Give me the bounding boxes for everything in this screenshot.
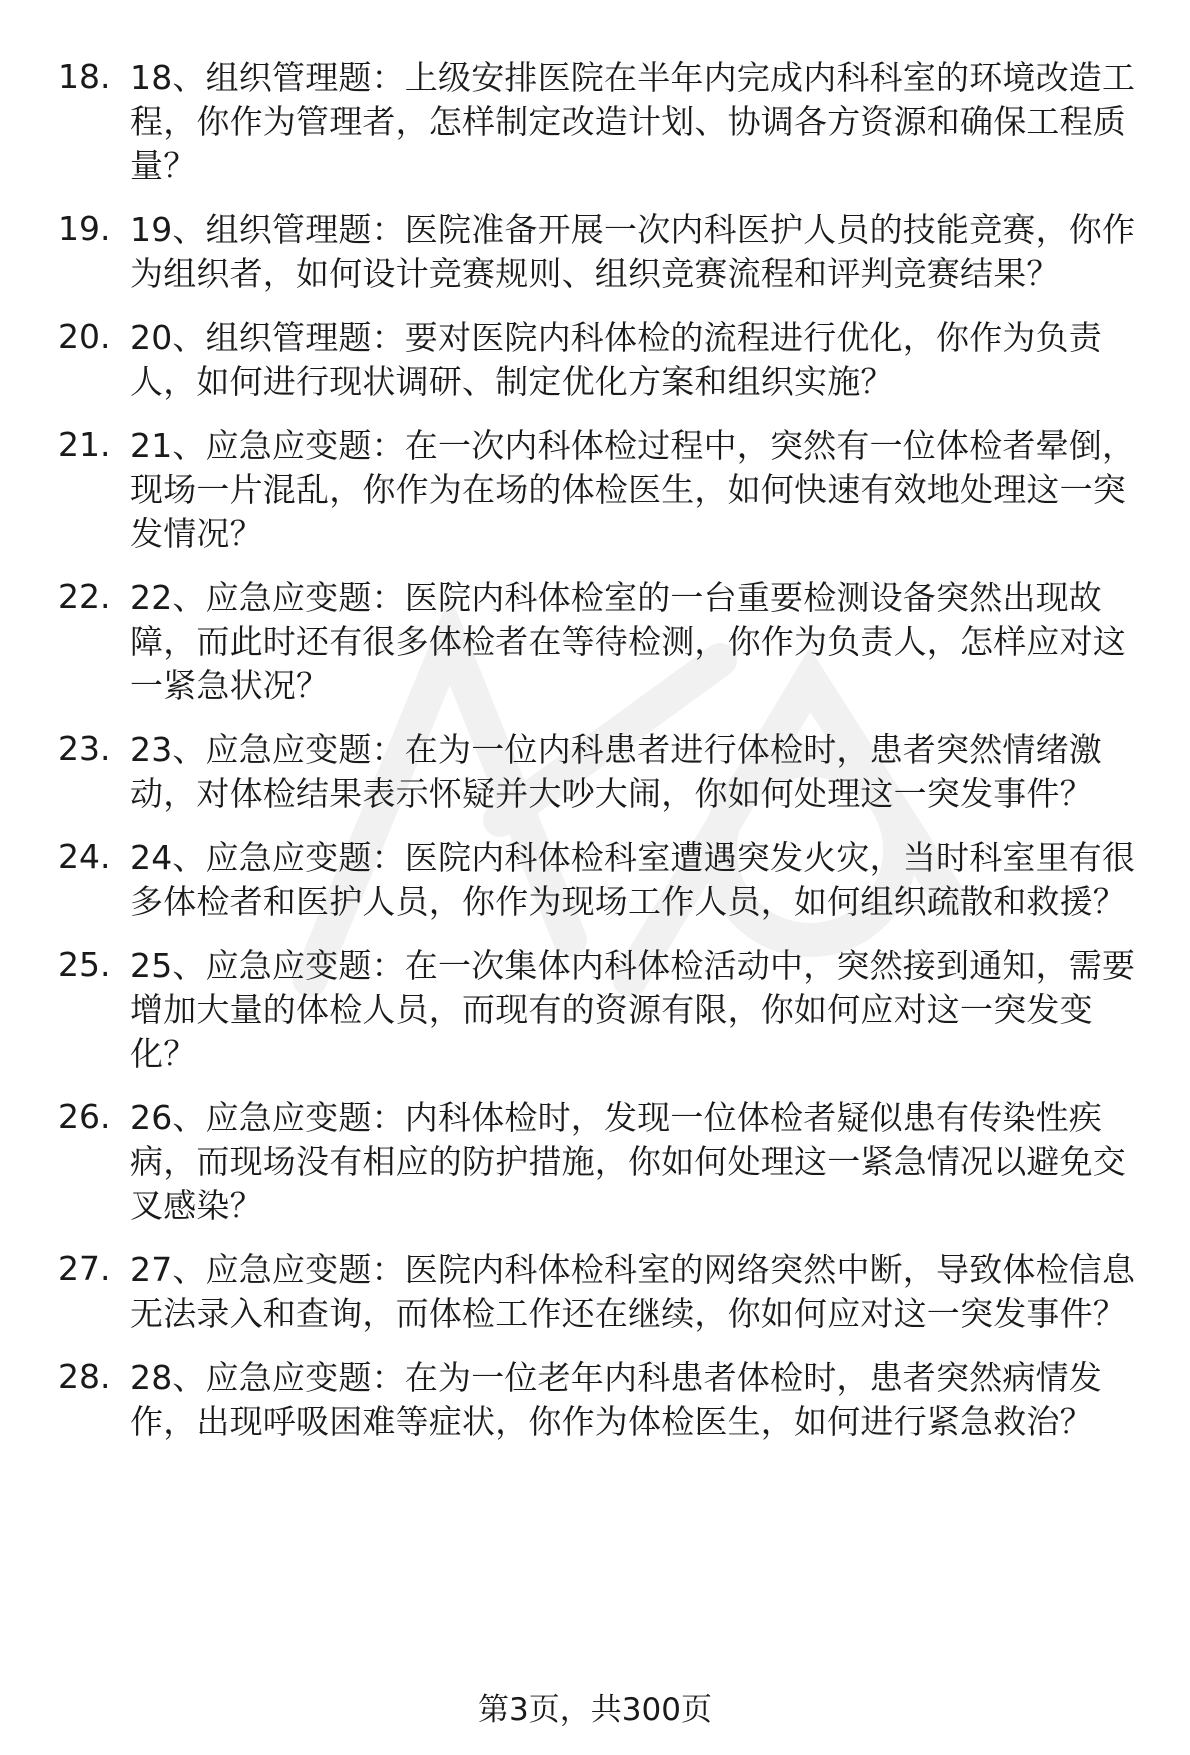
list-item — [58, 576, 1148, 708]
list-item — [58, 836, 1148, 924]
question-text: 19、组织管理题：医院准备开展一次内科医护人员的技能竞赛，你作为组织者，如何设计竞赛规则、组织竞赛流程和评判竞赛结果？ — [130, 210, 1136, 293]
question-text: 24、应急应变题：医院内科体检科室遭遇突发火灾，当时科室里有很多体检者和医护人员，你作为现场工作人员，如何组织疏散和救援？ — [130, 838, 1136, 921]
question-text: 23、应急应变题：在为一位内科患者进行体检时，患者突然情绪激动，对体检结果表示怀疑并大吵大闹，你如何处理这一突发事件？ — [130, 730, 1102, 813]
question-text: 21、应急应变题：在一次内科体检过程中，突然有一位体检者晕倒，现场一片混乱，你作为在场的体检医生，如何快速有效地处理这一突发情况？ — [130, 426, 1136, 553]
list-item — [58, 1356, 1148, 1444]
question-number: 28. — [58, 1357, 111, 1396]
list-item — [58, 56, 1148, 188]
list-item — [58, 944, 1148, 1076]
question-number: 25. — [58, 945, 111, 984]
question-text: 22、应急应变题：医院内科体检室的一台重要检测设备突然出现故障，而此时还有很多体检者在等待检测，你作为负责人，怎样应对这一紧急状况？ — [130, 578, 1126, 705]
question-number: 22. — [58, 577, 111, 616]
question-number: 20. — [58, 317, 111, 356]
question-text: 18、组织管理题：上级安排医院在半年内完成内科科室的环境改造工程，你作为管理者，怎样制定改造计划、协调各方资源和确保工程质量？ — [130, 58, 1136, 185]
question-number: 18. — [58, 57, 111, 96]
list-item — [58, 728, 1148, 816]
question-list — [58, 56, 1148, 1464]
question-text: 28、应急应变题：在为一位老年内科患者体检时，患者突然病情发作，出现呼吸困难等症状，你作为体检医生，如何进行紧急救治？ — [130, 1358, 1102, 1441]
question-text: 26、应急应变题：内科体检时，发现一位体检者疑似患有传染性疾病，而现场没有相应的防护措施，你如何处理这一紧急情况以避免交叉感染？ — [130, 1098, 1126, 1225]
question-number: 23. — [58, 729, 111, 768]
list-item — [58, 1096, 1148, 1228]
question-number: 27. — [58, 1249, 111, 1288]
question-text: 25、应急应变题：在一次集体内科体检活动中，突然接到通知，需要增加大量的体检人员，而现有的资源有限，你如何应对这一突发变化？ — [130, 946, 1136, 1073]
question-number: 19. — [58, 209, 111, 248]
question-number: 24. — [58, 837, 111, 876]
question-text: 27、应急应变题：医院内科体检科室的网络突然中断，导致体检信息无法录入和查询，而体检工作还在继续，你如何应对这一突发事件？ — [130, 1250, 1136, 1333]
list-item — [58, 1248, 1148, 1336]
list-item — [58, 424, 1148, 556]
list-item — [58, 316, 1148, 404]
question-text: 20、组织管理题：要对医院内科体检的流程进行优化，你作为负责人，如何进行现状调研、制定优化方案和组织实施？ — [130, 318, 1102, 401]
question-number: 21. — [58, 425, 111, 464]
page-footer: 第3页，共300页 — [478, 1692, 712, 1728]
list-item — [58, 208, 1148, 296]
question-number: 26. — [58, 1097, 111, 1136]
